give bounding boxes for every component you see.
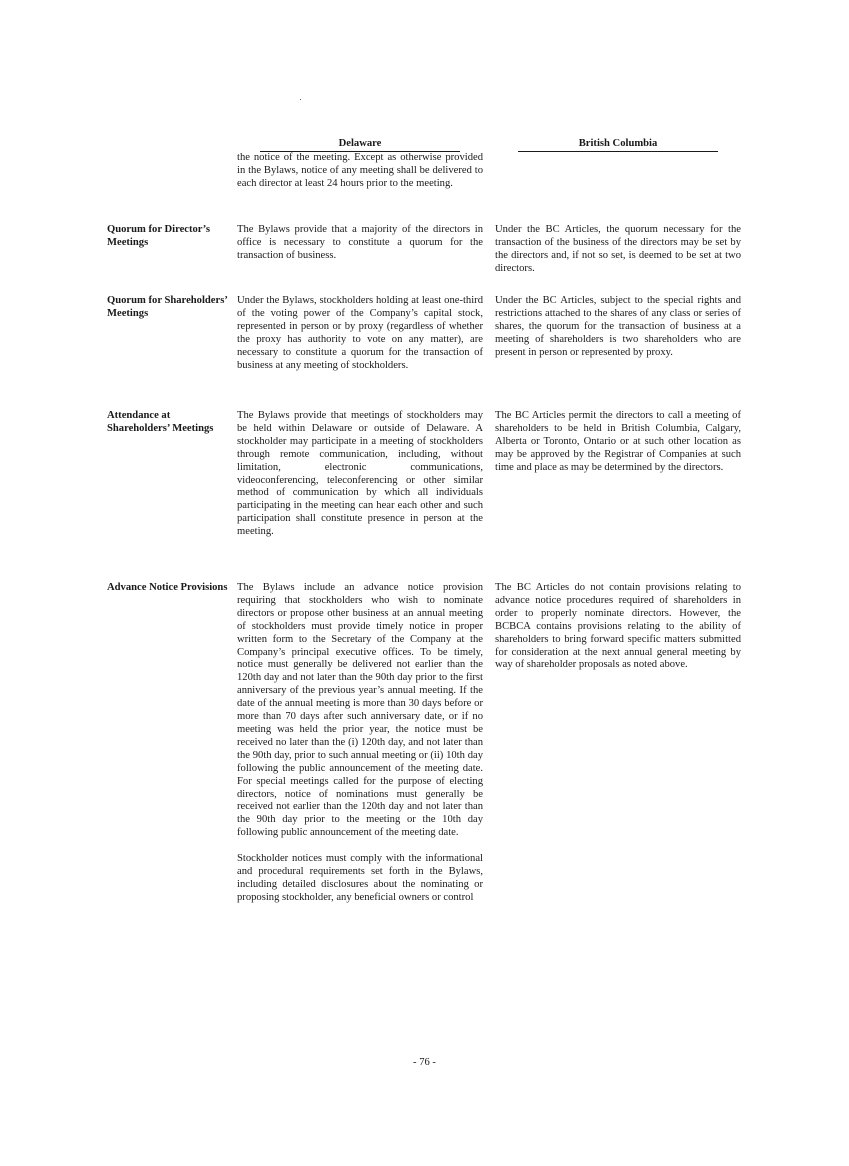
delaware-cell bbox=[237, 582, 483, 905]
row-label: Attendance at Shareholders’ Meetings bbox=[107, 410, 214, 434]
bc-cell: Under the BC Articles, the quorum necessary for the transaction of the business of the directors may be set by the directors and, if not so set, is deemed to be set at two directors. bbox=[495, 224, 741, 274]
delaware-paragraph: Under the Bylaws, stockholders holding at least one-third of the voting power of the Company’s capital stock, represented in person or by proxy (regardless of whether the proxy has authority to vote on any matter), are necessary to constitute a quorum for the transaction of business at any meeting of stockholders. bbox=[237, 295, 483, 371]
scan-speck bbox=[300, 99, 301, 100]
row-label: Advance Notice Provisions bbox=[107, 582, 228, 593]
page-number: - 76 - bbox=[413, 1057, 436, 1068]
bc-cell: Under the BC Articles, subject to the special rights and restrictions attached to the shares of any class or series of shares, the quorum for the transaction of business at a meeting of shareholders is two shareholders who are present in person or represented by proxy. bbox=[495, 295, 741, 358]
row-label: Quorum for Director’s Meetings bbox=[107, 224, 210, 248]
column-header-british-columbia: British Columbia bbox=[518, 137, 718, 152]
delaware-cell bbox=[237, 224, 483, 263]
intro-delaware-text: the notice of the meeting. Except as otherwise provided in the Bylaws, notice of any meeting shall be delivered to each director at least 24 hours prior to the meeting. bbox=[237, 152, 483, 189]
row-label: Quorum for Shareholders’ Meetings bbox=[107, 295, 228, 319]
column-header-delaware: Delaware bbox=[260, 137, 460, 152]
bc-cell: The BC Articles permit the directors to call a meeting of shareholders to be held in British Columbia, Calgary, Alberta or Toronto, Ontario or at such other location as may be approved by the Registrar of Companies at such time and place as may be determined by the directors. bbox=[495, 410, 741, 473]
delaware-paragraph: The Bylaws include an advance notice provision requiring that stockholders who wish to nominate directors or propose other business at an annual meeting of stockholders must provide timely notice in proper written form to the Secretary of the Company at the Company’s principal executive offices. To be timely, notice must generally be delivered not earlier than the 120th day and not later than the 90th day prior to the first anniversary of the previous year’s annual meeting. If the date of the annual meeting is more than 30 days before or more than 70 days after such anniversary date, or if no meeting was held the prior year, the notice must be received no later than the (i) 120th day, and not later than the 90th day, prior to such annual meeting or (ii) 10th day following the public announcement of the meeting date. For special meetings called for the purpose of electing directors, notice of nominations must generally be received not earlier than the 120th day and not later than the 90th day prior to the meeting or the 10th day following public announcement of the meeting date. bbox=[237, 582, 483, 839]
bc-cell: The BC Articles do not contain provisions relating to advance notice procedures required of shareholders in order to properly nominate directors. However, the BCBCA contains provisions relating to the ability of shareholders to bring forward specific matters submitted for consideration at the next annual general meeting by way of shareholder proposals as noted above. bbox=[495, 582, 741, 671]
delaware-paragraph: Stockholder notices must comply with the informational and procedural requirements set forth in the Bylaws, including detailed disclosures about the nominating or proposing stockholder, any beneficial owners or control bbox=[237, 853, 483, 903]
delaware-cell bbox=[237, 295, 483, 372]
delaware-paragraph: The Bylaws provide that meetings of stockholders may be held within Delaware or outside of Delaware. A stockholder may participate in a meeting of stockholders through remote communication, including, without limitation, electronic communications, videoconferencing, teleconferencing or other similar method of communication by which all individuals participating in the meeting can hear each other and such participation shall constitute presence in person at the meeting. bbox=[237, 410, 483, 538]
delaware-paragraph: The Bylaws provide that a majority of the directors in office is necessary to constitute a quorum for the transaction of business. bbox=[237, 224, 483, 261]
delaware-cell bbox=[237, 410, 483, 539]
